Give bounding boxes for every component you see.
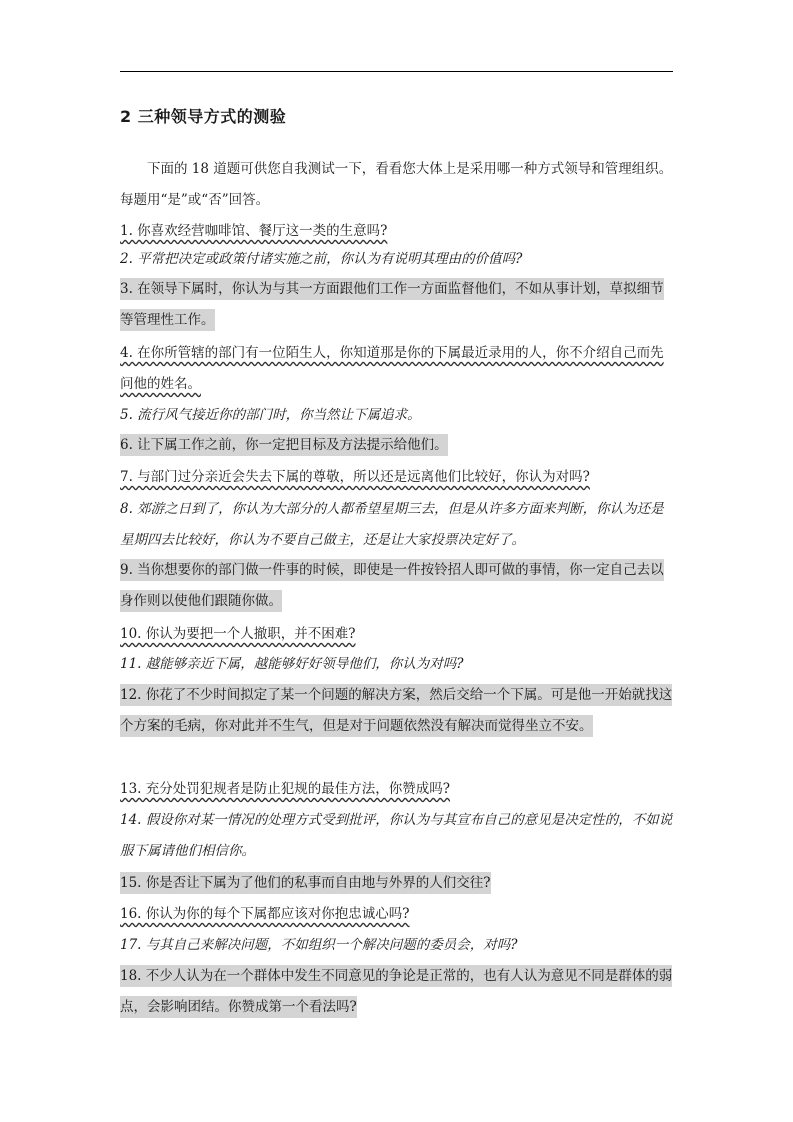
question-4: 4. 在你所管辖的部门有一位陌生人，你知道那是你的下属最近录用的人，你不介绍自己而先问他的姓名。	[120, 345, 664, 392]
question-10: 10. 你认为要把一个人撤职，并不困难?	[120, 626, 356, 642]
question-12: 12. 你花了不少时间拟定了某一个问题的解决方案，然后交给一个下属。可是他一开始就找这个方案的毛病，你对此并不生气，但是对于问题依然没有解决而觉得坐立不安。	[120, 680, 676, 742]
question-18: 18. 不少人认为在一个群体中发生不同意见的争论是正常的，也有人认为意见不同是群体的弱点，会影响团结。你赞成第一个看法吗?	[120, 961, 676, 1023]
question-17: 17. 与其自己来解决问题，不如组织一个解决问题的委员会，对吗?	[120, 937, 518, 953]
question-2: 2. 平常把决定或政策付诸实施之前，你认为有说明其理由的价值吗?	[120, 251, 523, 267]
question-9: 9. 当你想要你的部门做一件事的时候，即使是一件按铃招人即可做的事情，你一定自己去以身作则以使他们跟随你做。	[120, 555, 676, 617]
question-15: 15. 你是否让下属为了他们的私事而自由地与外界的人们交往?	[120, 868, 676, 899]
question-11: 11. 越能够亲近下属，越能够好好领导他们，你认为对吗?	[120, 656, 464, 672]
header-rule	[120, 71, 673, 72]
intro-paragraph: 下面的 18 道题可供您自我测试一下，看看您大体上是采用哪一种方式领导和管理组织。每题用“是”或“否”回答。	[120, 161, 673, 208]
question-5: 5. 流行风气接近你的部门时，你当然让下属追求。	[120, 407, 421, 423]
question-13: 13. 充分处罚犯规者是防止犯规的最佳方法，你赞成吗?	[120, 781, 450, 797]
question-16: 16. 你认为你的每个下属都应该对你抱忠诚心吗?	[120, 906, 410, 922]
question-8: 8. 郊游之日到了，你认为大部分的人都希望星期三去，但是从许多方面来判断，你认为还是星期四去比较好，你认为不要自己做主，还是让大家投票决定好了。	[120, 501, 664, 548]
question-6: 6. 让下属工作之前，你一定把目标及方法提示给他们。	[120, 430, 676, 461]
section-heading: 2 三种领导方式的测验	[120, 107, 287, 126]
question-7: 7. 与部门过分亲近会失去下属的尊敬，所以还是远离他们比较好，你认为对吗?	[120, 469, 590, 485]
question-14: 14. 假设你对某一情况的处理方式受到批评，你认为与其宣布自己的意见是决定性的，不如说服下属请他们相信你。	[120, 812, 673, 859]
question-3: 3. 在领导下属时，你认为与其一方面跟他们工作一方面监督他们，不如从事计划，草拟细节等管理性工作。	[120, 274, 676, 336]
question-1: 1. 你喜欢经营咖啡馆、餐厅这一类的生意吗?	[120, 223, 388, 239]
